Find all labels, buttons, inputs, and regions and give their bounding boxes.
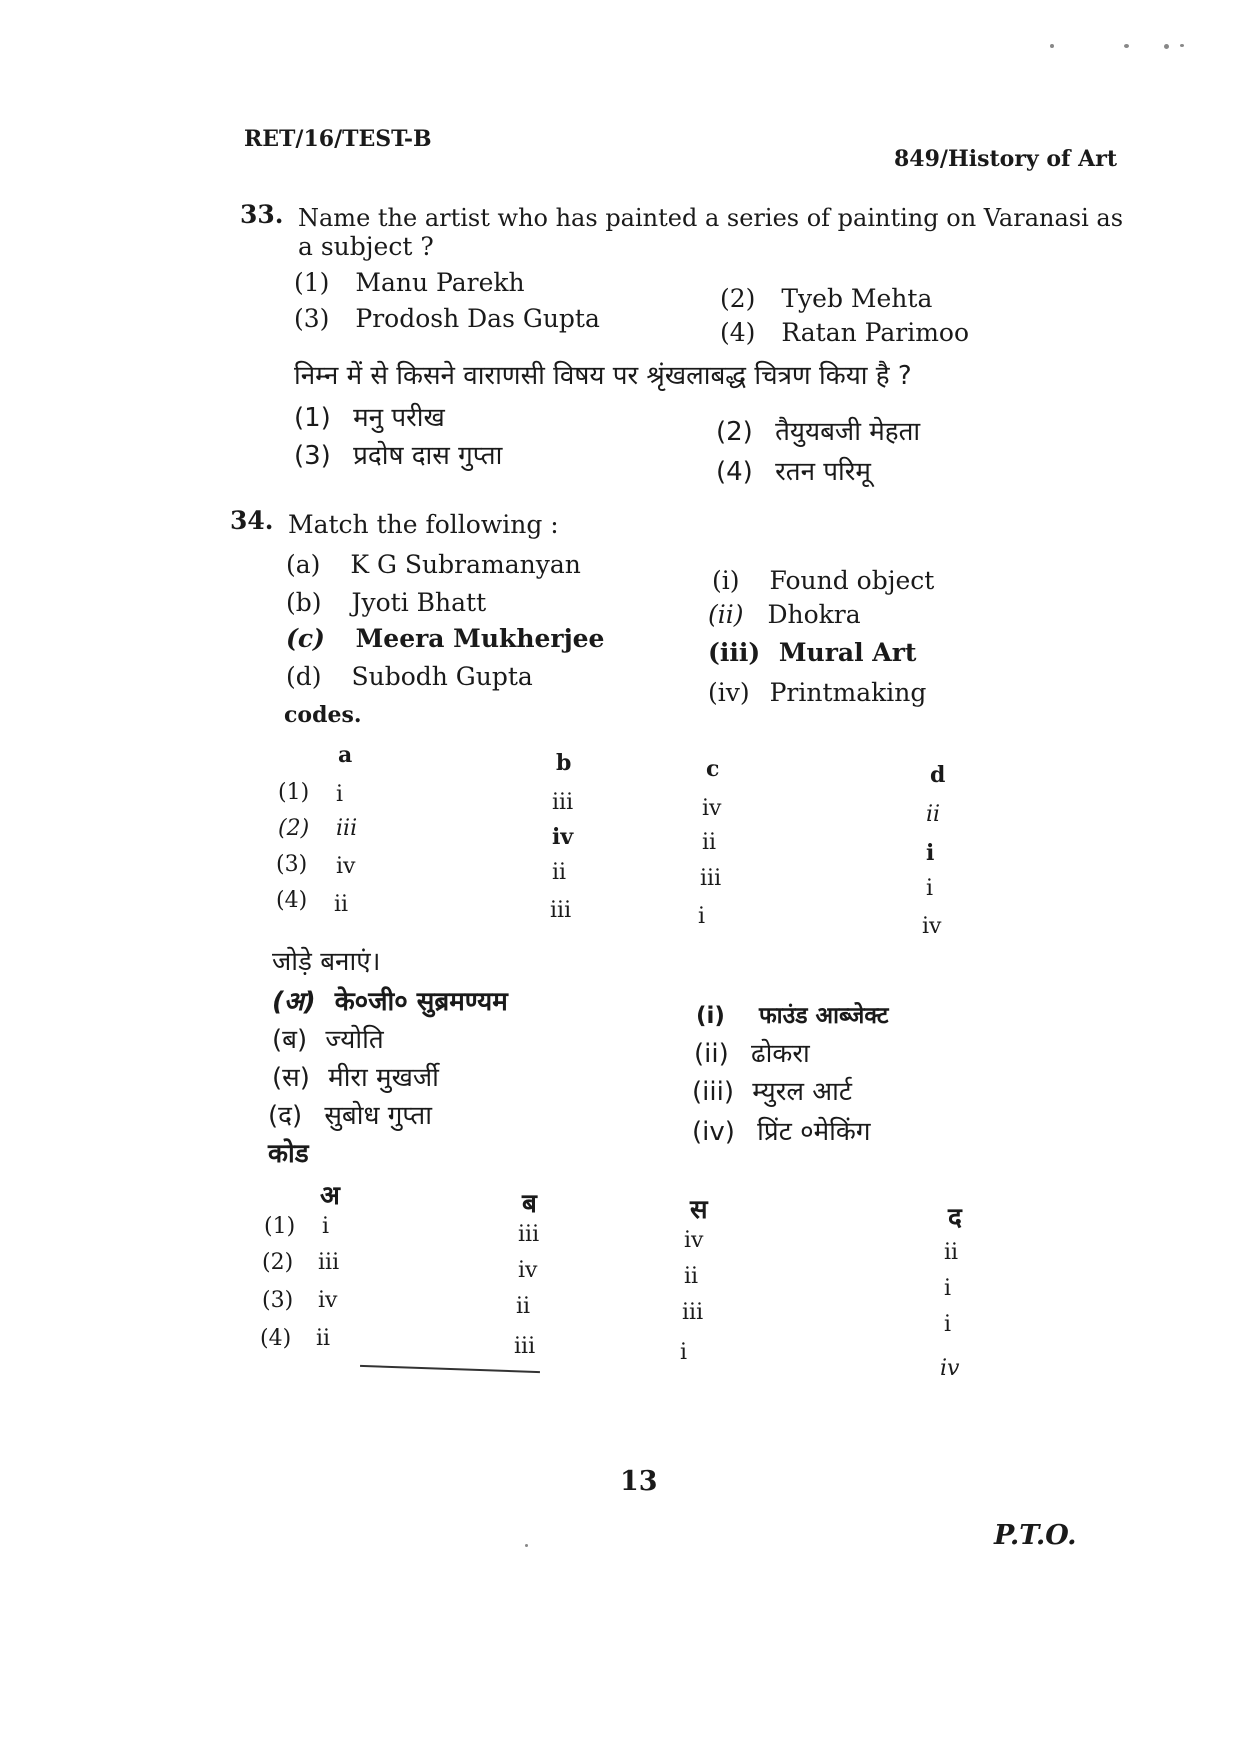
hindi-code-row-3-a: iv bbox=[318, 1288, 338, 1313]
q34-hindi-left-b bbox=[272, 1020, 384, 1056]
scan-speck bbox=[1050, 44, 1054, 48]
item-text: के०जी० सुब्रमण्यम bbox=[334, 987, 508, 1017]
q33-text-line2: a subject ? bbox=[298, 232, 434, 261]
code-row-3-num: (3) bbox=[276, 852, 308, 877]
hindi-code-row-2-a: iii bbox=[318, 1250, 340, 1275]
scan-speck bbox=[1180, 44, 1184, 47]
option-text: मनु परीख bbox=[353, 403, 445, 433]
hindi-code-header-d: द bbox=[948, 1203, 962, 1233]
q34-left-b bbox=[286, 588, 486, 617]
hindi-codes-label: कोड bbox=[268, 1139, 309, 1169]
q34-hindi-left-a bbox=[272, 982, 508, 1018]
option-number: (2) bbox=[716, 417, 753, 447]
hindi-code-row-1-a: i bbox=[322, 1214, 330, 1239]
q33-hindi-option-4 bbox=[716, 452, 871, 488]
item-label: (स) bbox=[272, 1063, 310, 1093]
q33-hindi-option-3 bbox=[294, 436, 502, 472]
item-label: (i) bbox=[696, 1003, 725, 1029]
item-label: (b) bbox=[286, 588, 322, 617]
item-text: फाउंड आब्जेक्ट bbox=[758, 1003, 889, 1029]
item-text: मीरा मुखर्जी bbox=[328, 1063, 439, 1093]
hindi-code-row-2-c: ii bbox=[684, 1264, 699, 1289]
option-number: (1) bbox=[294, 403, 331, 433]
q34-hindi-text: जोड़े बनाएं। bbox=[272, 947, 381, 977]
q34-hindi-right-iv bbox=[692, 1112, 870, 1148]
option-text: Ratan Parimoo bbox=[781, 318, 970, 347]
option-text: Tyeb Mehta bbox=[781, 284, 933, 313]
pto-label: P.T.O. bbox=[994, 1520, 1077, 1551]
code-header-a: a bbox=[338, 742, 353, 768]
q34-right-iii bbox=[708, 638, 916, 667]
q34-right-ii bbox=[708, 600, 861, 629]
option-text: Manu Parekh bbox=[355, 268, 525, 297]
q33-number: 33. bbox=[240, 200, 284, 229]
scan-speck bbox=[1124, 44, 1129, 48]
q34-hindi-left-d bbox=[268, 1096, 432, 1132]
hindi-code-row-1-c: iv bbox=[684, 1228, 704, 1253]
code-row-2-a: iii bbox=[336, 816, 358, 841]
hindi-code-header-b: ब bbox=[522, 1189, 537, 1219]
item-label: (d) bbox=[286, 662, 322, 691]
hindi-code-row-2-b: iv bbox=[518, 1258, 538, 1283]
code-row-1-c: iv bbox=[702, 796, 722, 821]
q33-hindi-option-1 bbox=[294, 398, 445, 434]
option-number: (2) bbox=[720, 284, 756, 313]
item-label: (ii) bbox=[708, 600, 744, 629]
q33-option-3 bbox=[294, 304, 600, 333]
q34-text: Match the following : bbox=[288, 510, 559, 539]
q33-text-line1: Name the artist who has painted a series of painting on Varanasi as bbox=[298, 204, 1124, 232]
item-label: (द) bbox=[268, 1101, 303, 1131]
item-text: सुबोध गुप्ता bbox=[324, 1101, 432, 1131]
option-text: तैयुयबजी मेहता bbox=[775, 417, 921, 447]
option-number: (4) bbox=[716, 457, 753, 487]
item-label: (c) bbox=[286, 624, 325, 653]
q34-number: 34. bbox=[230, 506, 274, 535]
item-text: Jyoti Bhatt bbox=[351, 588, 487, 617]
code-row-2-b: iv bbox=[552, 824, 574, 850]
item-text: ज्योति bbox=[325, 1025, 384, 1055]
hindi-code-row-3-num: (3) bbox=[262, 1288, 294, 1313]
hindi-code-row-2-num: (2) bbox=[262, 1250, 294, 1275]
code-header-c: c bbox=[706, 756, 720, 782]
option-text: रतन परिमू bbox=[775, 457, 871, 487]
hindi-code-row-1-b: iii bbox=[518, 1222, 540, 1247]
q33-option-4 bbox=[720, 318, 969, 347]
hindi-code-row-4-a: ii bbox=[316, 1326, 331, 1351]
hindi-code-row-4-num: (4) bbox=[260, 1326, 292, 1351]
q34-hindi-right-i bbox=[696, 998, 889, 1030]
hindi-code-header-c: स bbox=[690, 1195, 708, 1225]
item-text: Subodh Gupta bbox=[351, 662, 533, 691]
codes-label: codes. bbox=[284, 702, 362, 728]
q34-hindi-right-ii bbox=[694, 1034, 810, 1070]
item-text: ढोकरा bbox=[751, 1039, 810, 1069]
hindi-code-row-4-b: iii bbox=[514, 1334, 536, 1359]
option-number: (3) bbox=[294, 304, 330, 333]
header-right: 849/History of Art bbox=[894, 146, 1117, 172]
item-text: K G Subramanyan bbox=[350, 550, 581, 579]
q34-left-d bbox=[286, 662, 533, 691]
q33-hindi-option-2 bbox=[716, 412, 920, 448]
code-row-1-num: (1) bbox=[278, 780, 310, 805]
item-label: (iii) bbox=[692, 1077, 734, 1107]
option-text: प्रदोष दास गुप्ता bbox=[353, 441, 503, 471]
code-row-4-d: iv bbox=[922, 914, 942, 939]
code-row-4-num: (4) bbox=[276, 888, 308, 913]
option-number: (3) bbox=[294, 441, 331, 471]
hindi-code-row-1-d: ii bbox=[944, 1240, 959, 1265]
option-text: Prodosh Das Gupta bbox=[355, 304, 600, 333]
q33-hindi-text: निम्न में से किसने वाराणसी विषय पर श्रृंखलाबद्ध चित्रण किया है ? bbox=[294, 361, 912, 391]
item-label: (iii) bbox=[708, 638, 761, 667]
item-text: म्युरल आर्ट bbox=[752, 1077, 852, 1107]
code-row-3-a: iv bbox=[336, 854, 356, 879]
code-row-1-a: i bbox=[336, 782, 344, 807]
q34-left-a bbox=[286, 550, 581, 579]
code-row-4-b: iii bbox=[550, 898, 572, 923]
hindi-code-row-4-c: i bbox=[680, 1340, 688, 1365]
hindi-code-row-4-d: iv bbox=[940, 1356, 960, 1381]
item-text: Meera Mukherjee bbox=[355, 624, 605, 653]
q34-right-iv bbox=[708, 678, 926, 707]
scan-speck bbox=[525, 1544, 528, 1547]
hindi-code-row-3-b: ii bbox=[516, 1294, 531, 1319]
item-text: प्रिंट ०मेकिंग bbox=[757, 1117, 871, 1147]
item-text: Mural Art bbox=[778, 638, 917, 667]
code-row-3-b: ii bbox=[552, 860, 567, 885]
q34-right-i bbox=[712, 566, 934, 595]
code-header-b: b bbox=[556, 750, 572, 776]
item-text: Dhokra bbox=[767, 600, 861, 629]
option-number: (1) bbox=[294, 268, 330, 297]
q33-option-1 bbox=[294, 268, 525, 297]
hindi-code-row-2-d: i bbox=[944, 1276, 952, 1301]
code-row-1-b: iii bbox=[552, 790, 574, 815]
page-number: 13 bbox=[620, 1466, 658, 1497]
item-text: Printmaking bbox=[769, 678, 927, 707]
code-row-3-c: iii bbox=[700, 866, 722, 891]
item-label: (i) bbox=[712, 566, 740, 595]
item-label: (ii) bbox=[694, 1039, 729, 1069]
q34-hindi-right-iii bbox=[692, 1072, 852, 1108]
code-row-2-num: (2) bbox=[278, 816, 310, 841]
item-label: (iv) bbox=[692, 1117, 735, 1147]
code-row-2-d: i bbox=[926, 840, 935, 866]
code-header-d: d bbox=[930, 762, 946, 788]
code-row-4-c: i bbox=[698, 904, 706, 929]
item-text: Found object bbox=[769, 566, 935, 595]
q34-left-c bbox=[286, 624, 604, 653]
scan-stroke-line bbox=[360, 1365, 540, 1373]
hindi-code-row-1-num: (1) bbox=[264, 1214, 296, 1239]
item-label: (अ) bbox=[272, 987, 316, 1017]
item-label: (a) bbox=[286, 550, 321, 579]
code-row-2-c: ii bbox=[702, 830, 717, 855]
header-left: RET/16/TEST-B bbox=[244, 126, 432, 152]
scan-speck bbox=[1164, 44, 1169, 49]
hindi-code-header-a: अ bbox=[320, 1181, 340, 1211]
option-number: (4) bbox=[720, 318, 756, 347]
item-label: (ब) bbox=[272, 1025, 308, 1055]
hindi-code-row-3-d: i bbox=[944, 1312, 952, 1337]
q33-option-2 bbox=[720, 284, 932, 313]
item-label: (iv) bbox=[708, 678, 750, 707]
code-row-4-a: ii bbox=[334, 892, 349, 917]
q34-hindi-left-c bbox=[272, 1058, 439, 1094]
code-row-1-d: ii bbox=[926, 802, 941, 827]
hindi-code-row-3-c: iii bbox=[682, 1300, 704, 1325]
code-row-3-d: i bbox=[926, 876, 934, 901]
